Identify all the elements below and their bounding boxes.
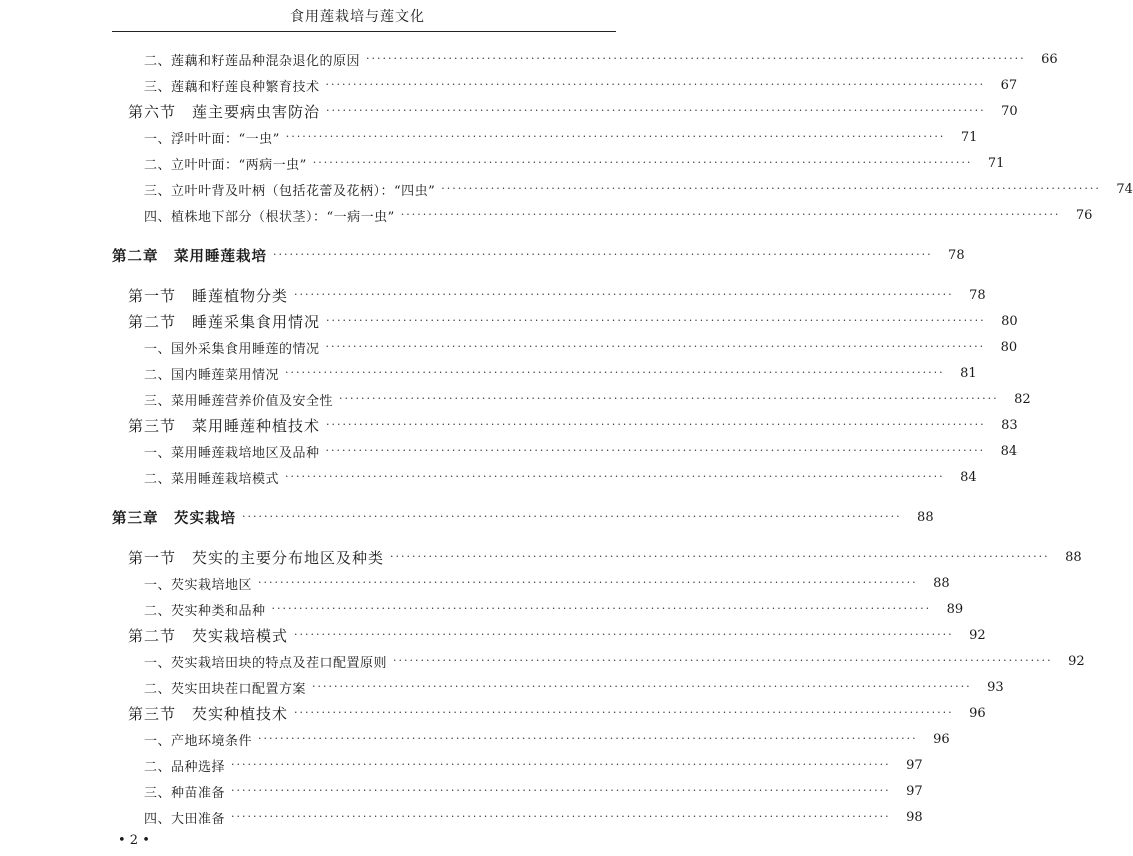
toc-entry: [0, 361, 977, 385]
toc-entry-title: 第一节 芡实的主要分布地区及种类: [128, 548, 385, 567]
toc-entry-title: 第三章 芡实栽培: [112, 510, 236, 527]
toc-entry-title: 三、种苗准备: [144, 785, 226, 801]
toc-entry: [0, 505, 934, 529]
toc-entry: [0, 387, 1031, 411]
toc-entry: [0, 151, 1005, 175]
toc-entry-page: 96: [933, 731, 950, 747]
dot-leader: ························································································································: [285, 470, 945, 483]
toc-entry-page: 80: [1000, 339, 1018, 355]
dot-leader: ························································································································: [325, 78, 986, 91]
dot-leader: ························································································································: [400, 208, 1061, 221]
toc-entry-page: 88: [1065, 549, 1082, 565]
toc-entry-page: 76: [1075, 207, 1093, 223]
dot-leader: ························································································································: [273, 248, 933, 261]
toc-entry: [0, 597, 964, 621]
toc-entry: [0, 73, 1018, 97]
toc-entry-title: 一、产地环境条件: [144, 733, 253, 749]
toc-entry-title: 第二节 芡实栽培模式: [128, 626, 289, 645]
toc-entry-title: 第一节 睡莲植物分类: [128, 286, 289, 305]
toc-entry-title: 一、芡实栽培地区: [144, 577, 253, 593]
toc-entry-page: 74: [1116, 181, 1133, 197]
dot-leader: ························································································································: [294, 706, 954, 719]
dot-leader: ························································································································: [271, 602, 932, 615]
toc-entry-title: 第三节 菜用睡莲种植技术: [128, 416, 321, 435]
toc-entry-page: 88: [917, 509, 934, 525]
toc-entry-title: 第三节 芡实种植技术: [128, 704, 289, 723]
toc-entry: [0, 177, 1133, 201]
dot-leader: ························································································································: [231, 784, 891, 797]
toc-entry-page: 96: [969, 705, 986, 721]
toc-entry-title: 二、芡实田块茬口配置方案: [144, 681, 307, 697]
toc-entry-title: 一、芡实栽培田块的特点及茬口配置原则: [144, 655, 388, 671]
dot-leader: ························································································································: [339, 392, 999, 405]
toc-entry-page: 78: [948, 247, 965, 263]
toc-entry-title: 第六节 莲主要病虫害防治: [128, 102, 321, 121]
toc-entry-page: 70: [1001, 103, 1018, 119]
toc-entry: [0, 439, 1018, 463]
toc-entry-page: 78: [969, 287, 986, 303]
toc-entry: [0, 805, 923, 829]
toc-entry-title: 三、立叶叶背及叶柄（包括花蕾及花柄）：“四虫”: [144, 183, 436, 199]
toc-entry-page: 97: [906, 783, 923, 799]
dot-leader: ························································································································: [326, 104, 986, 117]
toc-entry: [0, 623, 986, 647]
toc-entry-page: 71: [960, 129, 978, 145]
toc-entry-page: 84: [960, 469, 977, 485]
toc-entry: [0, 545, 1082, 569]
toc-entry-title: 二、菜用睡莲栽培模式: [144, 471, 280, 487]
toc-entry: [0, 125, 978, 149]
dot-leader: ························································································································: [258, 576, 918, 589]
toc-entry: [0, 203, 1093, 227]
toc-entry-page: 89: [946, 601, 964, 617]
toc-entry-title: 二、立叶叶面：“两病一虫”: [144, 157, 307, 173]
book-title: 食用莲栽培与莲文化: [290, 9, 425, 25]
dot-leader: ························································································································: [312, 156, 973, 169]
dot-leader: ························································································································: [390, 550, 1050, 563]
toc-entry-title: 四、植株地下部分（根状茎）：“一病一虫”: [144, 209, 395, 225]
toc-entry-page: 82: [1014, 391, 1031, 407]
dot-leader: ························································································································: [441, 182, 1101, 195]
toc-entry-title: 二、莲藕和籽莲品种混杂退化的原因: [144, 53, 361, 69]
dot-leader: ························································································································: [258, 732, 918, 745]
dot-leader: ························································································································: [326, 314, 986, 327]
toc-entry-page: 92: [969, 627, 986, 643]
toc-entry-page: 80: [1001, 313, 1018, 329]
toc-entry-title: 一、菜用睡莲栽培地区及品种: [144, 445, 320, 461]
toc-entry: [0, 779, 923, 803]
toc-entry: [0, 335, 1018, 359]
toc-entry-title: 二、芡实种类和品种: [144, 603, 266, 619]
page-number: • 2 •: [118, 833, 150, 848]
toc-entry-page: 67: [1000, 77, 1018, 93]
dot-leader: ························································································································: [294, 628, 954, 641]
dot-leader: ························································································································: [285, 366, 945, 379]
dot-leader: ························································································································: [231, 810, 891, 823]
dot-leader: ························································································································: [325, 444, 986, 457]
toc-entry: [0, 309, 1018, 333]
toc-entry: [0, 675, 1004, 699]
toc-entry-page: 81: [960, 365, 977, 381]
toc-entry: [0, 243, 965, 267]
toc-entry: [0, 753, 923, 777]
toc-entry-title: 一、浮叶叶面：“一虫”: [144, 131, 280, 147]
toc-entry-title: 一、国外采集食用睡莲的情况: [144, 341, 320, 357]
toc-entry-page: 66: [1041, 51, 1058, 67]
toc-entry-title: 二、国内睡莲菜用情况: [144, 367, 280, 383]
dot-leader: ························································································································: [325, 340, 986, 353]
toc-entry: [0, 571, 950, 595]
toc-entry-page: 88: [933, 575, 950, 591]
dot-leader: ························································································································: [285, 130, 946, 143]
toc-entry-page: 84: [1000, 443, 1018, 459]
dot-leader: ························································································································: [326, 418, 986, 431]
dot-leader: ························································································································: [312, 680, 972, 693]
toc-entry-page: 71: [987, 155, 1005, 171]
toc-entry: [0, 701, 986, 725]
toc-entry-page: 83: [1001, 417, 1018, 433]
dot-leader: ························································································································: [393, 654, 1053, 667]
toc-entry: [0, 283, 986, 307]
toc-entry-title: 三、菜用睡莲营养价值及安全性: [144, 393, 334, 409]
toc-entry: [0, 649, 1085, 673]
dot-leader: ························································································································: [294, 288, 954, 301]
toc-entry: [0, 99, 1018, 123]
toc-entry-page: 98: [906, 809, 923, 825]
toc-entry: [0, 413, 1018, 437]
toc-entry-page: 93: [987, 679, 1004, 695]
toc-entry-page: 92: [1068, 653, 1085, 669]
toc-entry-title: 第二节 睡莲采集食用情况: [128, 312, 321, 331]
toc-entry: [0, 465, 977, 489]
toc-entry: [0, 727, 950, 751]
toc-entry-title: 三、莲藕和籽莲良种繁育技术: [144, 79, 320, 95]
toc-entry-title: 二、品种选择: [144, 759, 226, 775]
dot-leader: ························································································································: [242, 510, 902, 523]
toc-entry-title: 四、大田准备: [144, 811, 226, 827]
toc-entry-title: 第二章 菜用睡莲栽培: [112, 248, 267, 265]
dot-leader: ························································································································: [231, 758, 891, 771]
toc-entry-page: 97: [906, 757, 923, 773]
dot-leader: ························································································································: [366, 52, 1026, 65]
toc-entry: [0, 47, 1058, 71]
